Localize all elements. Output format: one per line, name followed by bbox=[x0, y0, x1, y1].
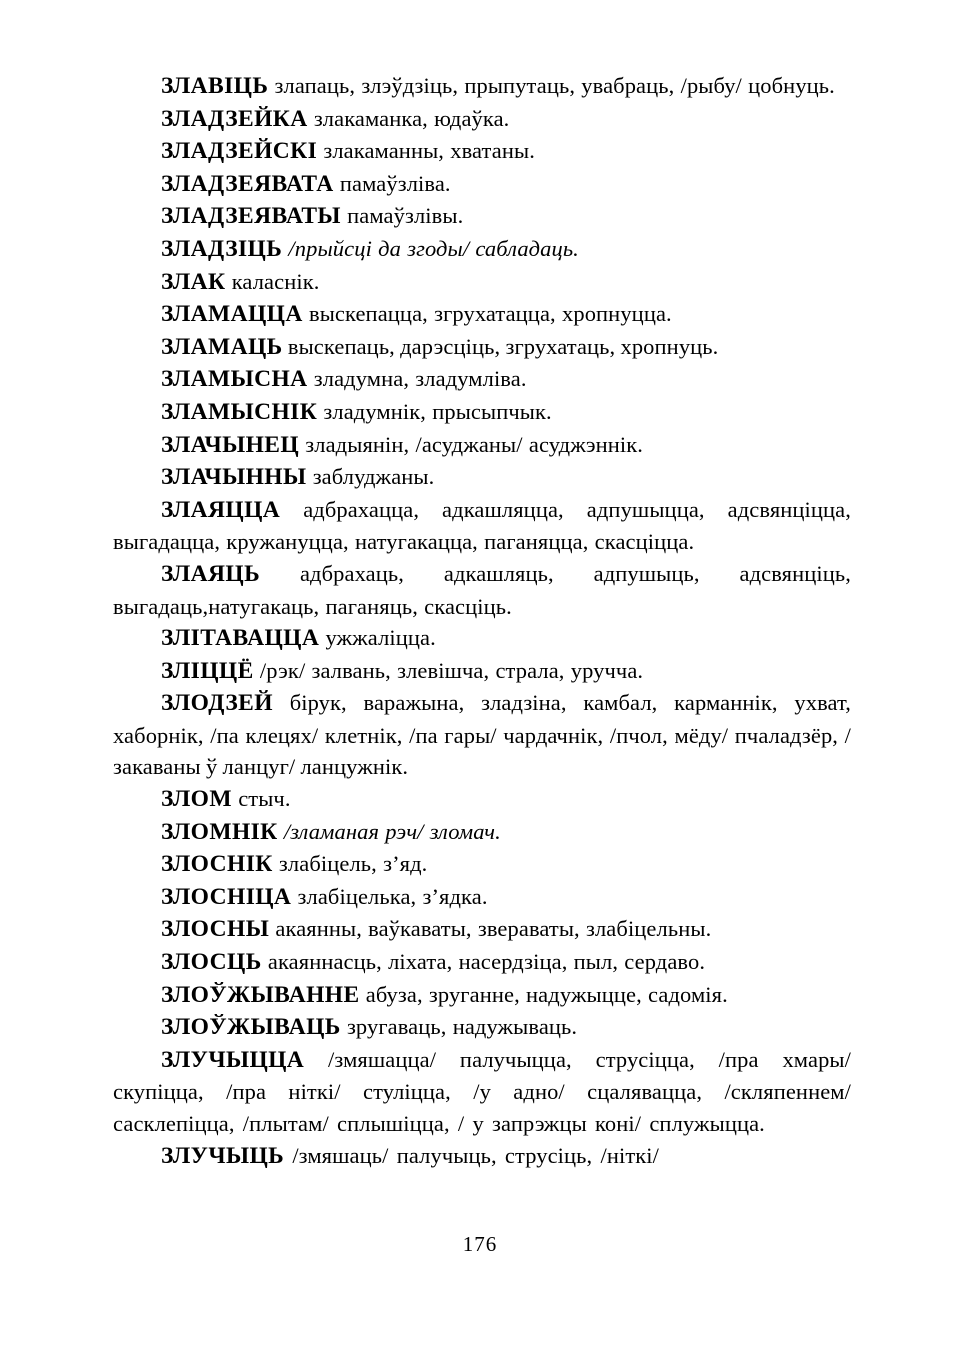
entry-headword: ЗЛОЎЖЫВАННЕ bbox=[161, 981, 360, 1008]
entry-headword: ЗЛОСЦЬ bbox=[161, 949, 262, 976]
entry-headword: ЗЛОСНІК bbox=[161, 851, 273, 878]
entry-body: бірук, варажына, зладзіна, камбал, карманнік, ухват, хаборнік, /па клецях/ клетнік, /па гары/ чардачнік, /пчол, мёду/ пчаладзёр, /закаваны ў ланцуг/ ланцужнік. bbox=[113, 690, 852, 780]
dictionary-entry bbox=[113, 429, 851, 462]
dictionary-entry bbox=[113, 1044, 851, 1140]
entry-body: злабіцелька, з’ядка. bbox=[297, 883, 488, 909]
entry-body: выскепаць, дарэсціць, згрухатаць, хропнуць. bbox=[287, 333, 719, 359]
dictionary-entry bbox=[113, 298, 851, 331]
page-number: 176 bbox=[462, 1232, 498, 1256]
entry-headword: ЗЛАВІЦЬ bbox=[161, 73, 269, 99]
entry-headword: ЗЛАЯЦЬ bbox=[161, 560, 261, 587]
entry-body: выскепацца, згрухатацца, хропнуцца. bbox=[308, 301, 672, 327]
entry-headword: ЗЛАМЫСНА bbox=[161, 366, 308, 393]
entry-body: зладыянін, /асуджаны/ асуджэннік. bbox=[305, 431, 644, 457]
dictionary-entry bbox=[113, 396, 851, 429]
entry-headword: ЗЛАЯЦЦА bbox=[161, 496, 281, 523]
entry-headword: ЗЛАДЗЕЯВАТЫ bbox=[161, 203, 341, 230]
entry-body: адбрахацца, адкашляцца, адпушыцца, адсвянціцца, выгадацца, кружануцца, натугакацца, паганяцца, скасціцца. bbox=[113, 496, 851, 555]
entry-body: акаяннасць, ліхата, насердзіца, пыл, сердаво. bbox=[267, 949, 706, 975]
entry-headword: ЗЛАДЗЕЯВАТА bbox=[161, 170, 334, 197]
entry-body: заблуджаны. bbox=[312, 464, 435, 490]
dictionary-entry bbox=[113, 622, 851, 655]
dictionary-entry bbox=[113, 558, 851, 622]
dictionary-entry bbox=[113, 331, 851, 364]
dictionary-entry bbox=[113, 233, 851, 266]
entry-headword: ЗЛАМАЦЬ bbox=[161, 333, 283, 360]
dictionary-entry bbox=[113, 913, 851, 946]
dictionary-entry bbox=[113, 70, 851, 103]
entry-body: зругаваць, надужываць. bbox=[346, 1014, 578, 1040]
entry-headword: ЗЛАЧЫННЫ bbox=[161, 464, 307, 491]
entry-body: /рэк/ залвань, злевішча, страла, уручча. bbox=[259, 657, 644, 683]
entry-headword: ЗЛАДЗЕЙСКІ bbox=[161, 138, 318, 165]
entry-body: /прыйсці да згоды/ сабладаць. bbox=[288, 235, 579, 261]
entry-body: памаўзліва. bbox=[339, 170, 451, 196]
entry-body: злабіцель, з’яд. bbox=[278, 851, 428, 877]
dictionary-entry bbox=[113, 783, 851, 816]
dictionary-entry bbox=[113, 848, 851, 881]
entry-headword: ЗЛОМ bbox=[161, 786, 232, 813]
entry-body: абуза, зруганне, надужыцце, садомія. bbox=[365, 981, 728, 1007]
entry-body: зладумна, зладумліва. bbox=[313, 366, 527, 392]
entry-headword: ЗЛІТАВАЦЦА bbox=[161, 625, 320, 652]
entry-body: злакаманны, хватаны. bbox=[323, 138, 535, 164]
entry-body: памаўзлівы. bbox=[347, 203, 464, 229]
entry-body: стыч. bbox=[238, 786, 291, 812]
dictionary-entry bbox=[113, 266, 851, 299]
dictionary-entry bbox=[113, 494, 851, 558]
entry-headword: ЗЛУЧЫЦЦА bbox=[161, 1046, 305, 1073]
entry-headword: ЗЛОМНІК bbox=[161, 818, 278, 845]
entry-body: /змяшаць/ палучыць, струсіць, /ніткі/ bbox=[292, 1142, 659, 1168]
entry-headword: ЗЛОДЗЕЙ bbox=[161, 690, 273, 717]
entry-headword: ЗЛОСНЫ bbox=[161, 916, 270, 943]
entry-list bbox=[113, 70, 851, 1172]
entry-headword: ЗЛАМАЦЦА bbox=[161, 301, 303, 328]
entry-headword: ЗЛУЧЫЦЬ bbox=[161, 1142, 285, 1169]
dictionary-entry bbox=[113, 655, 851, 688]
entry-body: злапаць, злэўдзіць, прыпутаць, увабраць, /рыбу/ цобнуць. bbox=[274, 73, 835, 98]
dictionary-entry bbox=[113, 1011, 851, 1044]
entry-body: зладумнік, прысыпчык. bbox=[323, 398, 552, 424]
dictionary-entry bbox=[113, 979, 851, 1012]
dictionary-entry bbox=[113, 687, 851, 783]
entry-headword: ЗЛОЎЖЫВАЦЬ bbox=[161, 1014, 341, 1041]
dictionary-entry bbox=[113, 135, 851, 168]
dictionary-entry bbox=[113, 103, 851, 136]
entry-body: /змяшацца/ палучыцца, струсіцца, /пра хмары/ скупіцца, /пра ніткі/ стуліцца, /у адно/ сцалявацца, /скляпеннем/ сасклепіцца, /плытам/ сплышіцца, / у запрэжцы коні/ сплужыцца. bbox=[113, 1046, 852, 1136]
dictionary-entry bbox=[113, 461, 851, 494]
entry-body: акаянны, ваўкаваты, звераваты, злабіцельны. bbox=[275, 916, 712, 942]
dictionary-entry bbox=[113, 363, 851, 396]
entry-headword: ЗЛАК bbox=[161, 268, 226, 295]
dictionary-entry bbox=[113, 168, 851, 201]
entry-headword: ЗЛІЦЦЁ bbox=[161, 657, 254, 684]
entry-body: адбрахаць, адкашляць, адпушыць, адсвянціць, выгадаць,натугакаць, паганяць, скасціць. bbox=[113, 560, 851, 619]
entry-body: ужжаліцца. bbox=[325, 625, 436, 651]
dictionary-entry bbox=[113, 816, 851, 849]
entry-headword: ЗЛОСНІЦА bbox=[161, 883, 292, 910]
entry-body: /зламаная рэч/ зломач. bbox=[283, 818, 501, 844]
entry-headword: ЗЛАЧЫНЕЦ bbox=[161, 431, 300, 458]
entry-body: каласнік. bbox=[231, 268, 320, 294]
entry-body: злакаманка, юдаўка. bbox=[313, 105, 510, 131]
dictionary-entry bbox=[113, 946, 851, 979]
entry-headword: ЗЛАМЫСНІК bbox=[161, 398, 318, 425]
entry-headword: ЗЛАДЗІЦЬ bbox=[161, 235, 283, 262]
entry-headword: ЗЛАДЗЕЙКА bbox=[161, 105, 308, 132]
dictionary-entry bbox=[113, 200, 851, 233]
dictionary-entry bbox=[113, 1140, 851, 1173]
dictionary-entry bbox=[113, 881, 851, 914]
